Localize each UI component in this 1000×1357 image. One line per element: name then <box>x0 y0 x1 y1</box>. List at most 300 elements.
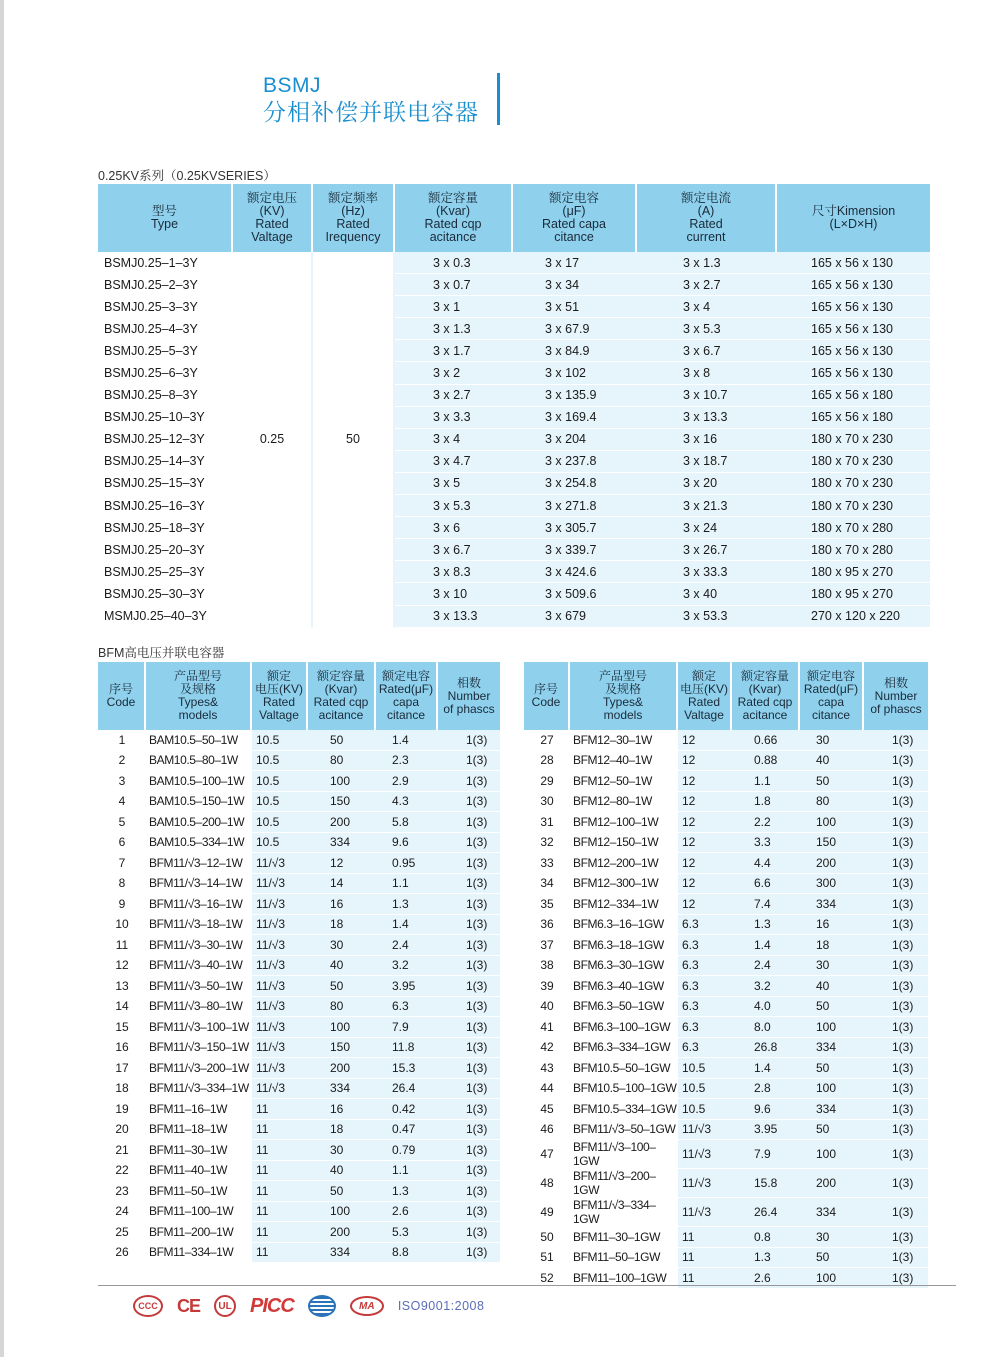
column-header-line: Types& <box>602 695 644 709</box>
column-header-line: Rated <box>336 217 370 231</box>
column-header-line: 相数 <box>883 675 908 690</box>
table-row <box>98 583 930 605</box>
table-row <box>524 874 928 895</box>
column-header-line: (Hz) <box>341 204 365 218</box>
column-header-line: 及规格 <box>179 682 216 696</box>
model-cell: BFM11–18–1W <box>146 1120 252 1141</box>
code-cell: 10 <box>98 915 146 936</box>
code-cell: 30 <box>524 792 570 813</box>
phase-cell: 1(3) <box>438 853 500 874</box>
voltage-cell: 11 <box>252 1181 308 1202</box>
table-row <box>524 833 928 854</box>
table-row <box>524 935 928 956</box>
code-cell: 32 <box>524 833 570 854</box>
code-cell: 27 <box>524 730 570 751</box>
voltage-cell: 11 <box>252 1202 308 1223</box>
capacitance-cell: 3 x 305.7 <box>513 517 637 539</box>
voltage-cell: 11/√3 <box>678 1120 732 1141</box>
kvar-cell: 8.0 <box>732 1017 800 1038</box>
voltage-cell: 12 <box>678 833 732 854</box>
model-cell: BFM11–334–1W <box>146 1243 252 1264</box>
dimension-cell: 165 x 56 x 180 <box>777 407 930 429</box>
current-cell: 3 x 21.3 <box>637 495 777 517</box>
kvar-cell: 3 x 3.3 <box>395 407 513 429</box>
capacitance-cell: 40 <box>800 976 864 997</box>
dimension-cell: 165 x 56 x 130 <box>777 318 930 340</box>
table-row <box>98 792 500 813</box>
dimension-cell: 165 x 56 x 130 <box>777 340 930 362</box>
capacitance-cell: 5.8 <box>376 812 438 833</box>
kvar-cell: 15.8 <box>732 1169 800 1198</box>
column-header-line: Number <box>874 688 918 703</box>
title-accent-bar <box>497 73 500 125</box>
phase-cell: 1(3) <box>438 874 500 895</box>
kvar-cell: 3 x 10 <box>395 583 513 605</box>
type-cell: BSMJ0.25–18–3Y <box>98 517 233 539</box>
voltage-cell: 12 <box>678 751 732 772</box>
dimension-cell: 180 x 70 x 230 <box>777 495 930 517</box>
model-cell: BFM12–150–1W <box>570 833 678 854</box>
capacitance-cell: 3 x 102 <box>513 362 637 384</box>
dimension-cell: 180 x 70 x 230 <box>777 473 930 495</box>
phase-cell: 1(3) <box>438 730 500 751</box>
bfm-right-body <box>524 730 928 1289</box>
column-header-line: models <box>178 708 218 722</box>
kvar-cell: 3 x 4 <box>395 429 513 451</box>
frequency-cell: 50 <box>313 252 395 628</box>
voltage-cell: 11/√3 <box>252 874 308 895</box>
table-row <box>98 833 500 854</box>
model-cell: BFM11/√3–18–1W <box>146 915 252 936</box>
table-row <box>524 1248 928 1269</box>
capacitance-cell: 1.4 <box>376 730 438 751</box>
table-row <box>98 812 500 833</box>
column-header-line: capa <box>817 695 845 709</box>
current-cell: 3 x 10.7 <box>637 385 777 407</box>
phase-cell: 1(3) <box>438 956 500 977</box>
dimension-cell: 180 x 70 x 280 <box>777 539 930 561</box>
type-cell: BSMJ0.25–16–3Y <box>98 495 233 517</box>
code-cell: 26 <box>98 1243 146 1264</box>
kvar-cell: 6.6 <box>732 874 800 895</box>
code-cell: 35 <box>524 894 570 915</box>
table-row <box>98 751 500 772</box>
capacitance-cell: 15.3 <box>376 1058 438 1079</box>
kvar-cell: 3 x 2 <box>395 362 513 384</box>
phase-cell: 1(3) <box>864 853 928 874</box>
table-row <box>98 1181 500 1202</box>
column-header <box>777 184 930 252</box>
table-row <box>98 1222 500 1243</box>
kvar-cell: 3 x 5.3 <box>395 495 513 517</box>
ul-mark-icon: UL <box>214 1295 236 1317</box>
column-header-line: Valtage <box>259 708 299 722</box>
type-cell: BSMJ0.25–30–3Y <box>98 583 233 605</box>
column-header <box>800 662 864 730</box>
kvar-cell: 50 <box>308 1181 376 1202</box>
capacitance-cell: 3 x 169.4 <box>513 407 637 429</box>
column-header-line: 额定电容 <box>381 669 430 683</box>
model-cell: BFM12–334–1W <box>570 894 678 915</box>
table-row <box>98 274 930 296</box>
table-row <box>98 362 930 384</box>
voltage-cell: 6.3 <box>678 976 732 997</box>
voltage-cell: 6.3 <box>678 915 732 936</box>
column-header-line: acitance <box>742 708 788 722</box>
type-cell: BSMJ0.25–10–3Y <box>98 407 233 429</box>
column-header-line: Rated(μF) <box>803 682 859 696</box>
model-cell: BFM11/√3–100–1W <box>146 1017 252 1038</box>
phase-cell: 1(3) <box>864 935 928 956</box>
capacitance-cell: 18 <box>800 935 864 956</box>
kvar-cell: 50 <box>308 730 376 751</box>
column-header-line: citance <box>386 708 426 722</box>
kvar-cell: 3 x 4.7 <box>395 451 513 473</box>
column-header-line: 额定容量 <box>740 669 789 683</box>
column-header <box>233 184 313 252</box>
voltage-cell: 11/√3 <box>678 1198 732 1227</box>
title-en: BSMJ <box>263 74 322 97</box>
ce-mark-icon: CE <box>177 1295 201 1316</box>
column-header-line: Rated <box>262 695 296 709</box>
phase-cell: 1(3) <box>438 1038 500 1059</box>
bfm-table-right <box>524 662 928 1289</box>
table-row <box>98 495 930 517</box>
capacitance-cell: 100 <box>800 812 864 833</box>
kvar-cell: 3 x 13.3 <box>395 606 513 628</box>
model-cell: BFM10.5–50–1GW <box>570 1058 678 1079</box>
code-cell: 43 <box>524 1058 570 1079</box>
column-header-line: 额定 <box>691 669 716 683</box>
code-cell: 45 <box>524 1099 570 1120</box>
column-header-line: Type <box>150 217 179 231</box>
phase-cell: 1(3) <box>438 812 500 833</box>
code-cell: 47 <box>524 1140 570 1169</box>
phase-cell: 1(3) <box>864 1169 928 1198</box>
current-cell: 3 x 5.3 <box>637 318 777 340</box>
code-cell: 40 <box>524 997 570 1018</box>
capacitance-cell: 50 <box>800 771 864 792</box>
capacitance-cell: 80 <box>800 792 864 813</box>
capacitance-cell: 2.9 <box>376 771 438 792</box>
capacitance-cell: 100 <box>800 1140 864 1169</box>
model-cell: BFM11/√3–334–1GW <box>570 1198 678 1227</box>
voltage-cell: 11/√3 <box>252 853 308 874</box>
capacitance-cell: 3 x 34 <box>513 274 637 296</box>
phase-cell: 1(3) <box>438 792 500 813</box>
kvar-cell: 7.4 <box>732 894 800 915</box>
code-cell: 20 <box>98 1120 146 1141</box>
voltage-cell: 6.3 <box>678 956 732 977</box>
voltage-cell: 11 <box>252 1140 308 1161</box>
phase-cell: 1(3) <box>438 751 500 772</box>
kvar-cell: 3 x 2.7 <box>395 385 513 407</box>
code-cell: 22 <box>98 1161 146 1182</box>
model-cell: BFM11–30–1GW <box>570 1227 678 1248</box>
dimension-cell: 180 x 70 x 230 <box>777 429 930 451</box>
bfm-table-left <box>98 662 500 1263</box>
kvar-cell: 150 <box>308 792 376 813</box>
table-row <box>98 1243 500 1264</box>
kvar-cell: 100 <box>308 1202 376 1223</box>
capacitance-cell: 3 x 424.6 <box>513 561 637 583</box>
model-cell: BFM11–30–1W <box>146 1140 252 1161</box>
model-cell: BFM12–100–1W <box>570 812 678 833</box>
footer-divider <box>98 1285 956 1286</box>
voltage-cell: 12 <box>678 771 732 792</box>
code-cell: 2 <box>98 751 146 772</box>
kvar-cell: 4.0 <box>732 997 800 1018</box>
column-header-line: (μF) <box>562 204 586 218</box>
table-row <box>98 915 500 936</box>
phase-cell: 1(3) <box>864 894 928 915</box>
phase-cell: 1(3) <box>438 1079 500 1100</box>
kvar-cell: 9.6 <box>732 1099 800 1120</box>
kvar-cell: 40 <box>308 956 376 977</box>
voltage-cell: 11 <box>252 1161 308 1182</box>
code-cell: 29 <box>524 771 570 792</box>
phase-cell: 1(3) <box>438 833 500 854</box>
capacitance-cell: 100 <box>800 1079 864 1100</box>
capacitance-cell: 334 <box>800 1038 864 1059</box>
table-row <box>98 539 930 561</box>
phase-cell: 1(3) <box>864 751 928 772</box>
kvar-cell: 1.1 <box>732 771 800 792</box>
title-cn: 分相补偿并联电容器 <box>263 99 479 125</box>
capacitance-cell: 4.3 <box>376 792 438 813</box>
voltage-cell: 11/√3 <box>252 935 308 956</box>
kvar-cell: 40 <box>308 1161 376 1182</box>
model-cell: BFM11/√3–50–1GW <box>570 1120 678 1141</box>
voltage-cell: 10.5 <box>252 833 308 854</box>
model-cell: BFM12–50–1W <box>570 771 678 792</box>
voltage-cell: 11/√3 <box>252 894 308 915</box>
column-header-line: Rated <box>255 217 289 231</box>
current-cell: 3 x 16 <box>637 429 777 451</box>
type-cell: BSMJ0.25–4–3Y <box>98 318 233 340</box>
series1-label: 0.25KV系列（0.25KVSERIES） <box>98 169 276 183</box>
code-cell: 34 <box>524 874 570 895</box>
code-cell: 11 <box>98 935 146 956</box>
table-row <box>98 1120 500 1141</box>
column-header-line: 尺寸Kimension <box>811 204 896 218</box>
voltage-cell: 11/√3 <box>252 915 308 936</box>
kvar-cell: 50 <box>308 976 376 997</box>
table-row <box>524 1079 928 1100</box>
code-cell: 49 <box>524 1198 570 1227</box>
phase-cell: 1(3) <box>864 1227 928 1248</box>
page-title <box>263 74 479 126</box>
column-header-line: citance <box>554 230 594 244</box>
kvar-cell: 30 <box>308 1140 376 1161</box>
model-cell: BFM11–50–1W <box>146 1181 252 1202</box>
kvar-cell: 1.4 <box>732 1058 800 1079</box>
kvar-cell: 80 <box>308 997 376 1018</box>
phase-cell: 1(3) <box>438 1099 500 1120</box>
table-row <box>98 730 500 751</box>
kvar-cell: 1.4 <box>732 935 800 956</box>
column-header <box>864 662 928 730</box>
code-cell: 6 <box>98 833 146 854</box>
voltage-cell: 11/√3 <box>252 1017 308 1038</box>
column-header <box>252 662 308 730</box>
kvar-cell: 1.3 <box>732 915 800 936</box>
capacitance-cell: 30 <box>800 1227 864 1248</box>
current-cell: 3 x 1.3 <box>637 252 777 274</box>
column-header-line: Number <box>447 688 491 703</box>
model-cell: BAM10.5–80–1W <box>146 751 252 772</box>
code-cell: 25 <box>98 1222 146 1243</box>
table-row <box>98 1161 500 1182</box>
kvar-cell: 80 <box>308 751 376 772</box>
capacitance-cell: 200 <box>800 853 864 874</box>
column-header-line: Rated capa <box>542 217 606 231</box>
voltage-cell: 11/√3 <box>252 976 308 997</box>
code-cell: 41 <box>524 1017 570 1038</box>
bfm-right-header-row <box>524 662 928 730</box>
footer-certifications <box>133 1293 484 1319</box>
code-cell: 39 <box>524 976 570 997</box>
table-row <box>524 730 928 751</box>
table-row <box>524 894 928 915</box>
capacitance-cell: 3 x 679 <box>513 606 637 628</box>
phase-cell: 1(3) <box>864 792 928 813</box>
kvar-cell: 26.8 <box>732 1038 800 1059</box>
capacitance-cell: 1.1 <box>376 1161 438 1182</box>
capacitance-cell: 3 x 17 <box>513 252 637 274</box>
dimension-cell: 180 x 95 x 270 <box>777 583 930 605</box>
capacitance-cell: 5.3 <box>376 1222 438 1243</box>
voltage-cell: 11 <box>252 1099 308 1120</box>
kvar-cell: 200 <box>308 812 376 833</box>
capacitance-cell: 1.4 <box>376 915 438 936</box>
code-cell: 17 <box>98 1058 146 1079</box>
column-header-line: Code <box>531 695 561 709</box>
dimension-cell: 165 x 56 x 130 <box>777 362 930 384</box>
capacitance-cell: 1.3 <box>376 1181 438 1202</box>
table-row <box>98 606 930 628</box>
capacitance-cell: 334 <box>800 894 864 915</box>
voltage-cell: 12 <box>678 894 732 915</box>
model-cell: BFM11/√3–50–1W <box>146 976 252 997</box>
table-row <box>98 1099 500 1120</box>
current-cell: 3 x 53.3 <box>637 606 777 628</box>
current-cell: 3 x 4 <box>637 296 777 318</box>
kvar-cell: 18 <box>308 1120 376 1141</box>
code-cell: 13 <box>98 976 146 997</box>
model-cell: BFM10.5–334–1GW <box>570 1099 678 1120</box>
column-header <box>637 184 777 252</box>
column-header-line: 产品型号 <box>598 669 647 683</box>
model-cell: BFM11/√3–334–1W <box>146 1079 252 1100</box>
dimension-cell: 270 x 120 x 220 <box>777 606 930 628</box>
kvar-cell: 100 <box>308 771 376 792</box>
column-header <box>513 184 637 252</box>
capacitance-cell: 3 x 271.8 <box>513 495 637 517</box>
column-header <box>308 662 376 730</box>
table-row <box>98 1017 500 1038</box>
table-row <box>98 1202 500 1223</box>
phase-cell: 1(3) <box>438 894 500 915</box>
model-cell: BFM11/√3–14–1W <box>146 874 252 895</box>
phase-cell: 1(3) <box>864 1140 928 1169</box>
column-header <box>146 662 252 730</box>
table-row <box>98 561 930 583</box>
series1-table <box>98 184 930 628</box>
model-cell: BFM6.3–100–1GW <box>570 1017 678 1038</box>
capacitance-cell: 3 x 84.9 <box>513 340 637 362</box>
phase-cell: 1(3) <box>438 1243 500 1264</box>
capacitance-cell: 3 x 67.9 <box>513 318 637 340</box>
capacitance-cell: 100 <box>800 1017 864 1038</box>
table-row <box>524 812 928 833</box>
phase-cell: 1(3) <box>864 1198 928 1227</box>
phase-cell: 1(3) <box>438 997 500 1018</box>
kvar-cell: 200 <box>308 1222 376 1243</box>
table-row <box>98 473 930 495</box>
code-cell: 12 <box>98 956 146 977</box>
kvar-cell: 2.2 <box>732 812 800 833</box>
kvar-cell: 334 <box>308 833 376 854</box>
phase-cell: 1(3) <box>438 1222 500 1243</box>
capacitance-cell: 50 <box>800 1248 864 1269</box>
phase-cell: 1(3) <box>864 1017 928 1038</box>
current-cell: 3 x 40 <box>637 583 777 605</box>
kvar-cell: 1.3 <box>732 1248 800 1269</box>
column-header-line: Rated cqp <box>424 217 482 231</box>
kvar-cell: 3 x 6.7 <box>395 539 513 561</box>
model-cell: BAM10.5–100–1W <box>146 771 252 792</box>
column-header-line: 额定容量 <box>427 191 478 205</box>
capacitance-cell: 3.95 <box>376 976 438 997</box>
table-row <box>524 956 928 977</box>
ccc-mark-icon: CCC <box>133 1295 163 1317</box>
page-edge <box>0 0 4 1357</box>
voltage-cell: 6.3 <box>678 997 732 1018</box>
column-header <box>98 184 233 252</box>
kvar-cell: 30 <box>308 935 376 956</box>
column-header-line: Rated cqp <box>313 695 369 709</box>
phase-cell: 1(3) <box>864 771 928 792</box>
capacitance-cell: 0.95 <box>376 853 438 874</box>
table-row <box>524 1198 928 1227</box>
table-row <box>524 751 928 772</box>
column-header <box>678 662 732 730</box>
capacitance-cell: 2.4 <box>376 935 438 956</box>
voltage-cell: 10.5 <box>252 751 308 772</box>
model-cell: BFM12–30–1W <box>570 730 678 751</box>
voltage-cell: 10.5 <box>678 1099 732 1120</box>
column-header-line: 电压(KV) <box>254 682 303 696</box>
capacitance-cell: 1.3 <box>376 894 438 915</box>
capacitance-cell: 50 <box>800 1120 864 1141</box>
capacitance-cell: 3.2 <box>376 956 438 977</box>
type-cell: BSMJ0.25–12–3Y <box>98 429 233 451</box>
code-cell: 1 <box>98 730 146 751</box>
column-header <box>570 662 678 730</box>
phase-cell: 1(3) <box>438 771 500 792</box>
column-header-line: of phascs <box>443 701 495 716</box>
table-row <box>98 771 500 792</box>
model-cell: BFM11–100–1GW <box>570 1268 678 1289</box>
bfm-left-body <box>98 730 500 1263</box>
capacitance-cell: 3 x 237.8 <box>513 451 637 473</box>
column-header-line: Irequency <box>325 230 381 244</box>
column-header <box>313 184 395 252</box>
code-cell: 33 <box>524 853 570 874</box>
voltage-cell: 6.3 <box>678 1038 732 1059</box>
capacitance-cell: 300 <box>800 874 864 895</box>
